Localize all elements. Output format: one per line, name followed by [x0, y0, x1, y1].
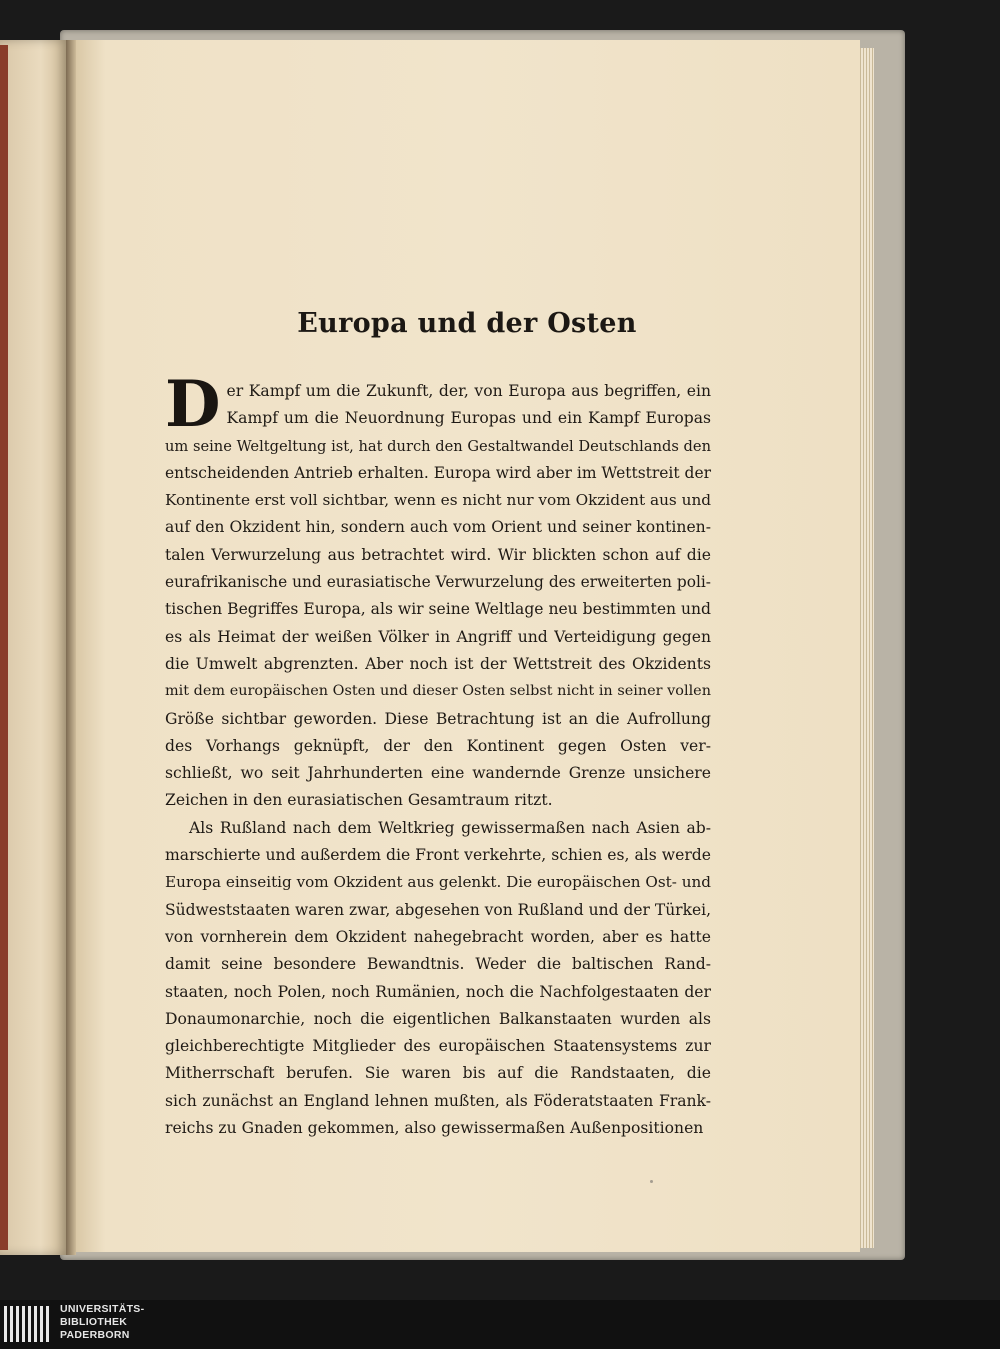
text-line: talen Verwurzelung aus betrachtet wird. Wir blickten schon auf die	[165, 545, 711, 564]
library-name-line3: PADERBORN	[60, 1329, 130, 1341]
library-name-line2: BIBLIOTHEK	[60, 1316, 128, 1328]
left-page	[0, 40, 68, 1255]
left-cover-edge	[0, 45, 8, 1250]
text-line: eurafrikanische und eurasiatische Verwurzelung des erweiterten poli-	[165, 573, 711, 592]
library-footer	[0, 1300, 1000, 1349]
text-line: auf den Okzident hin, sondern auch vom Orient und seiner kontinen-	[165, 518, 711, 537]
text-line: marschierte und außerdem die Front verkehrte, schien es, als werde	[165, 846, 711, 865]
text-line: sich zunächst an England lehnen mußten, als Föderatstaaten Frank-	[165, 1091, 711, 1110]
paragraph-1	[165, 367, 712, 815]
library-logo-icon	[4, 1306, 52, 1342]
text-line: Zeichen in den eurasiatischen Gesamtraum ritzt.	[165, 791, 553, 810]
text-line: schließt, wo seit Jahrhunderten eine wandernde Grenze unsichere	[165, 764, 711, 783]
text-line: Kontinente erst voll sichtbar, wenn es nicht nur vom Okzident aus und	[165, 491, 712, 510]
text-line: Größe sichtbar geworden. Diese Betrachtung ist an die Aufrollung	[165, 709, 711, 728]
text-line: Als Rußland nach dem Weltkrieg gewissermaßen nach Asien ab-	[189, 818, 711, 837]
text-line: Kampf um die Neuordnung Europas und ein Kampf Europas	[226, 409, 711, 428]
text-line: von vornherein dem Okzident nahegebracht worden, aber es hatte	[165, 927, 711, 946]
text-line: die Umwelt abgrenzten. Aber noch ist der Wettstreit des Okzidents	[165, 654, 711, 673]
text-line: staaten, noch Polen, noch Rumänien, noch die Nachfolgestaaten der	[165, 982, 711, 1001]
library-name	[60, 1303, 144, 1342]
paragraph-2	[165, 815, 711, 1143]
text-line: des Vorhangs geknüpft, der den Kontinent gegen Osten ver-	[165, 736, 711, 755]
paper-speck	[650, 1180, 653, 1183]
text-line: damit seine besondere Bewandtnis. Weder die baltischen Rand-	[165, 955, 711, 974]
library-name-line1: UNIVERSITÄTS-	[60, 1303, 145, 1315]
text-line: Donaumonarchie, noch die eigentlichen Balkanstaaten wurden als	[165, 1009, 711, 1028]
text-line: mit dem europäischen Osten und dieser Osten selbst nicht in seiner vollen	[165, 683, 711, 700]
text-line: tischen Begriffes Europa, als wir seine Weltlage neu bestimmten und	[165, 600, 712, 619]
text-line: es als Heimat der weißen Völker in Angriff und Verteidigung gegen	[165, 627, 711, 646]
text-line: entscheidenden Antrieb erhalten. Europa wird aber im Wettstreit der	[165, 463, 712, 482]
chapter-title: Europa und der Osten	[297, 308, 637, 339]
text-line: Europa einseitig vom Okzident aus gelenkt. Die europäischen Ost- und	[165, 873, 711, 892]
text-line: er Kampf um die Zukunft, der, von Europa aus begriffen, ein	[226, 382, 711, 400]
drop-cap: D	[165, 367, 221, 442]
book-gutter	[66, 40, 76, 1255]
paragraph-1-lines	[165, 367, 712, 815]
text-line: reichs zu Gnaden gekommen, also gewissermaßen Außenpositionen	[165, 1119, 704, 1138]
chapter-body	[165, 367, 712, 1142]
text-line: Südweststaaten waren zwar, abgesehen von Rußland und der Türkei,	[165, 900, 711, 919]
text-line: Mitherrschaft berufen. Sie waren bis auf die Randstaaten, die	[165, 1064, 711, 1083]
text-line: um seine Weltgeltung ist, hat durch den Gestaltwandel Deutschlands den	[165, 437, 711, 455]
text-line: gleichberechtigte Mitglieder des europäischen Staatensystems zur	[165, 1037, 711, 1056]
paragraph-2-lines	[165, 815, 711, 1143]
